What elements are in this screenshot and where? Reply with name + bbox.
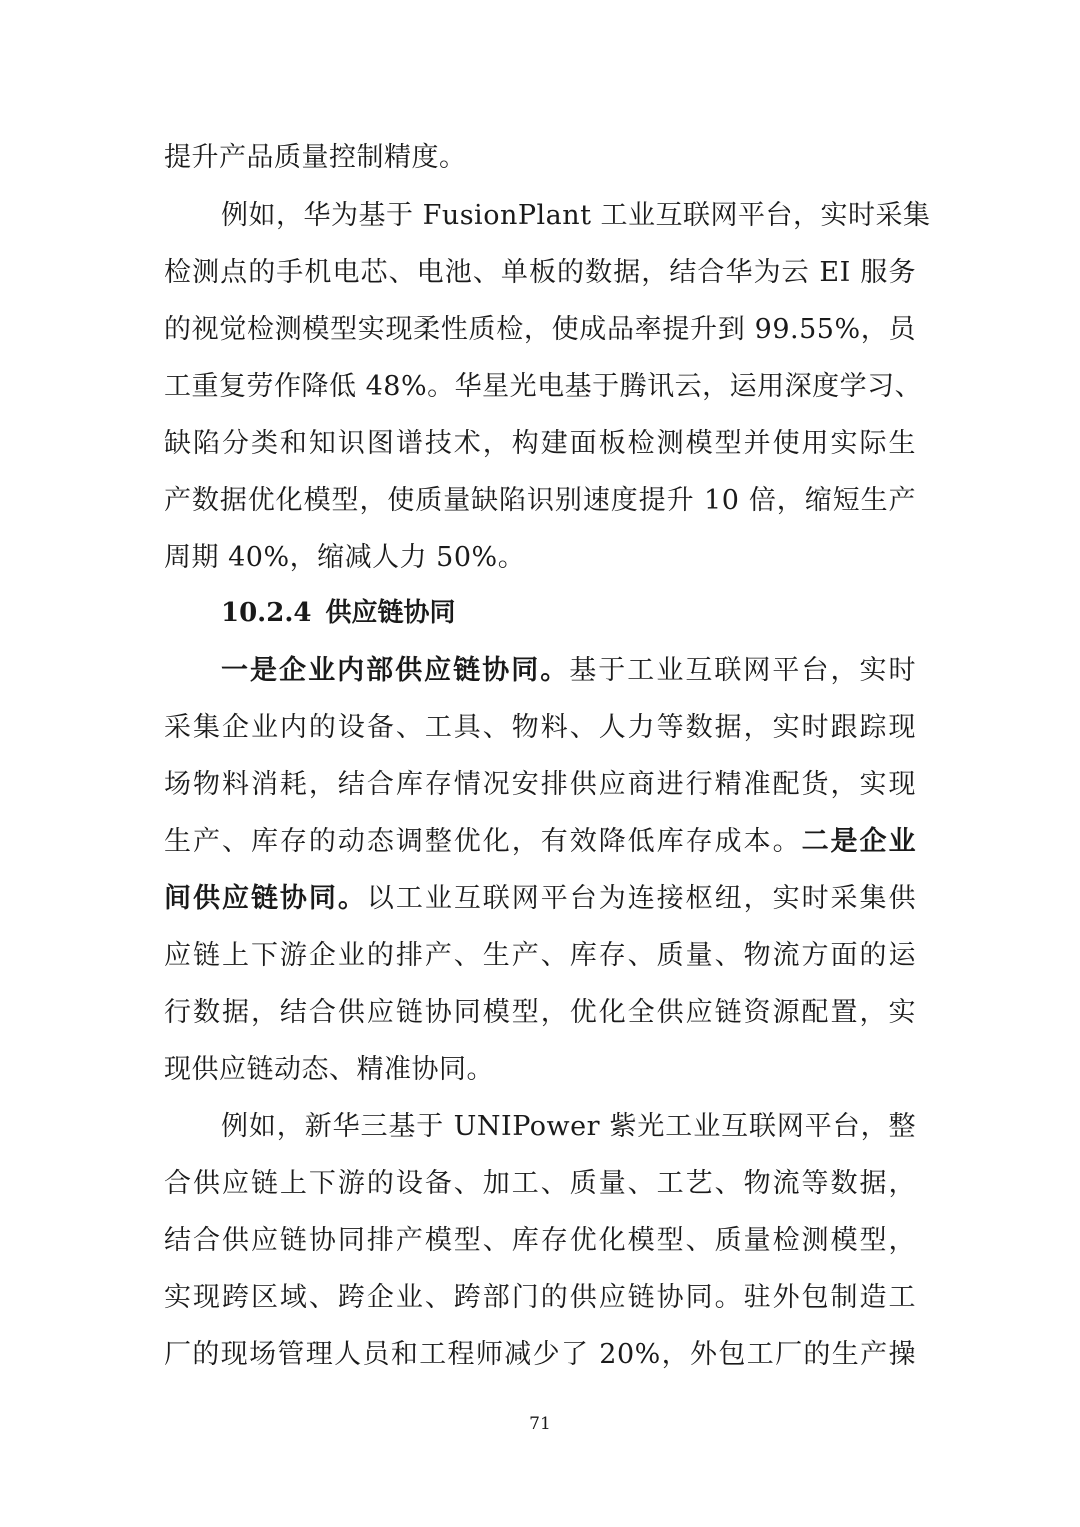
paragraph-line: 检测点的手机电芯、电池、单板的数据，结合华为云 EI 服务 bbox=[164, 257, 916, 288]
paragraph-line bbox=[164, 879, 916, 919]
paragraph-line: 产数据优化模型，使质量缺陷识别速度提升 10 倍，缩短生产 bbox=[164, 485, 916, 516]
paragraph-line: 例如，华为基于 FusionPlant 工业互联网平台，实时采集 bbox=[221, 200, 931, 231]
emphasis-text: 二是企业 bbox=[801, 826, 917, 857]
emphasis-text: 一是企业内部供应链协同。 bbox=[221, 655, 570, 686]
section-heading bbox=[221, 593, 455, 633]
paragraph-line: 行数据，结合供应链协同模型，优化全供应链资源配置，实 bbox=[164, 997, 916, 1028]
paragraph-line bbox=[164, 822, 916, 862]
page-number: 71 bbox=[529, 1414, 551, 1434]
paragraph-line: 厂的现场管理人员和工程师减少了 20%，外包工厂的生产操 bbox=[164, 1339, 916, 1370]
body-text: 生产、库存的动态调整优化，有效降低库存成本。 bbox=[164, 826, 802, 857]
emphasis-text: 间供应链协同。 bbox=[164, 883, 367, 914]
paragraph-line: 应链上下游企业的排产、生产、库存、质量、物流方面的运 bbox=[164, 940, 916, 971]
body-text: 基于工业互联网平台，实时 bbox=[569, 655, 917, 686]
paragraph-line: 结合供应链协同排产模型、库存优化模型、质量检测模型， bbox=[164, 1225, 916, 1256]
paragraph-line: 提升产品质量控制精度。 bbox=[164, 142, 467, 173]
paragraph-line: 现供应链动态、精准协同。 bbox=[164, 1054, 494, 1085]
body-text: 以工业互联网平台为连接枢纽，实时采集供 bbox=[366, 883, 917, 914]
paragraph-line: 采集企业内的设备、工具、物料、人力等数据，实时跟踪现 bbox=[164, 712, 916, 743]
paragraph-line: 实现跨区域、跨企业、跨部门的供应链协同。驻外包制造工 bbox=[164, 1282, 916, 1313]
paragraph-line: 缺陷分类和知识图谱技术，构建面板检测模型并使用实际生 bbox=[164, 428, 916, 459]
paragraph-line: 的视觉检测模型实现柔性质检，使成品率提升到 99.55%，员 bbox=[164, 314, 916, 345]
paragraph-line: 合供应链上下游的设备、加工、质量、工艺、物流等数据， bbox=[164, 1168, 916, 1199]
paragraph-line: 工重复劳作降低 48%。华星光电基于腾讯云，运用深度学习、 bbox=[164, 371, 923, 402]
paragraph-line bbox=[221, 651, 916, 691]
paragraph-line: 场物料消耗，结合库存情况安排供应商进行精准配货，实现 bbox=[164, 769, 916, 800]
section-title: 供应链协同 bbox=[325, 598, 456, 628]
section-number: 10.2.4 bbox=[221, 598, 312, 628]
paragraph-line: 例如，新华三基于 UNIPower 紫光工业互联网平台，整 bbox=[221, 1111, 916, 1142]
paragraph-line: 周期 40%，缩减人力 50%。 bbox=[164, 542, 526, 573]
